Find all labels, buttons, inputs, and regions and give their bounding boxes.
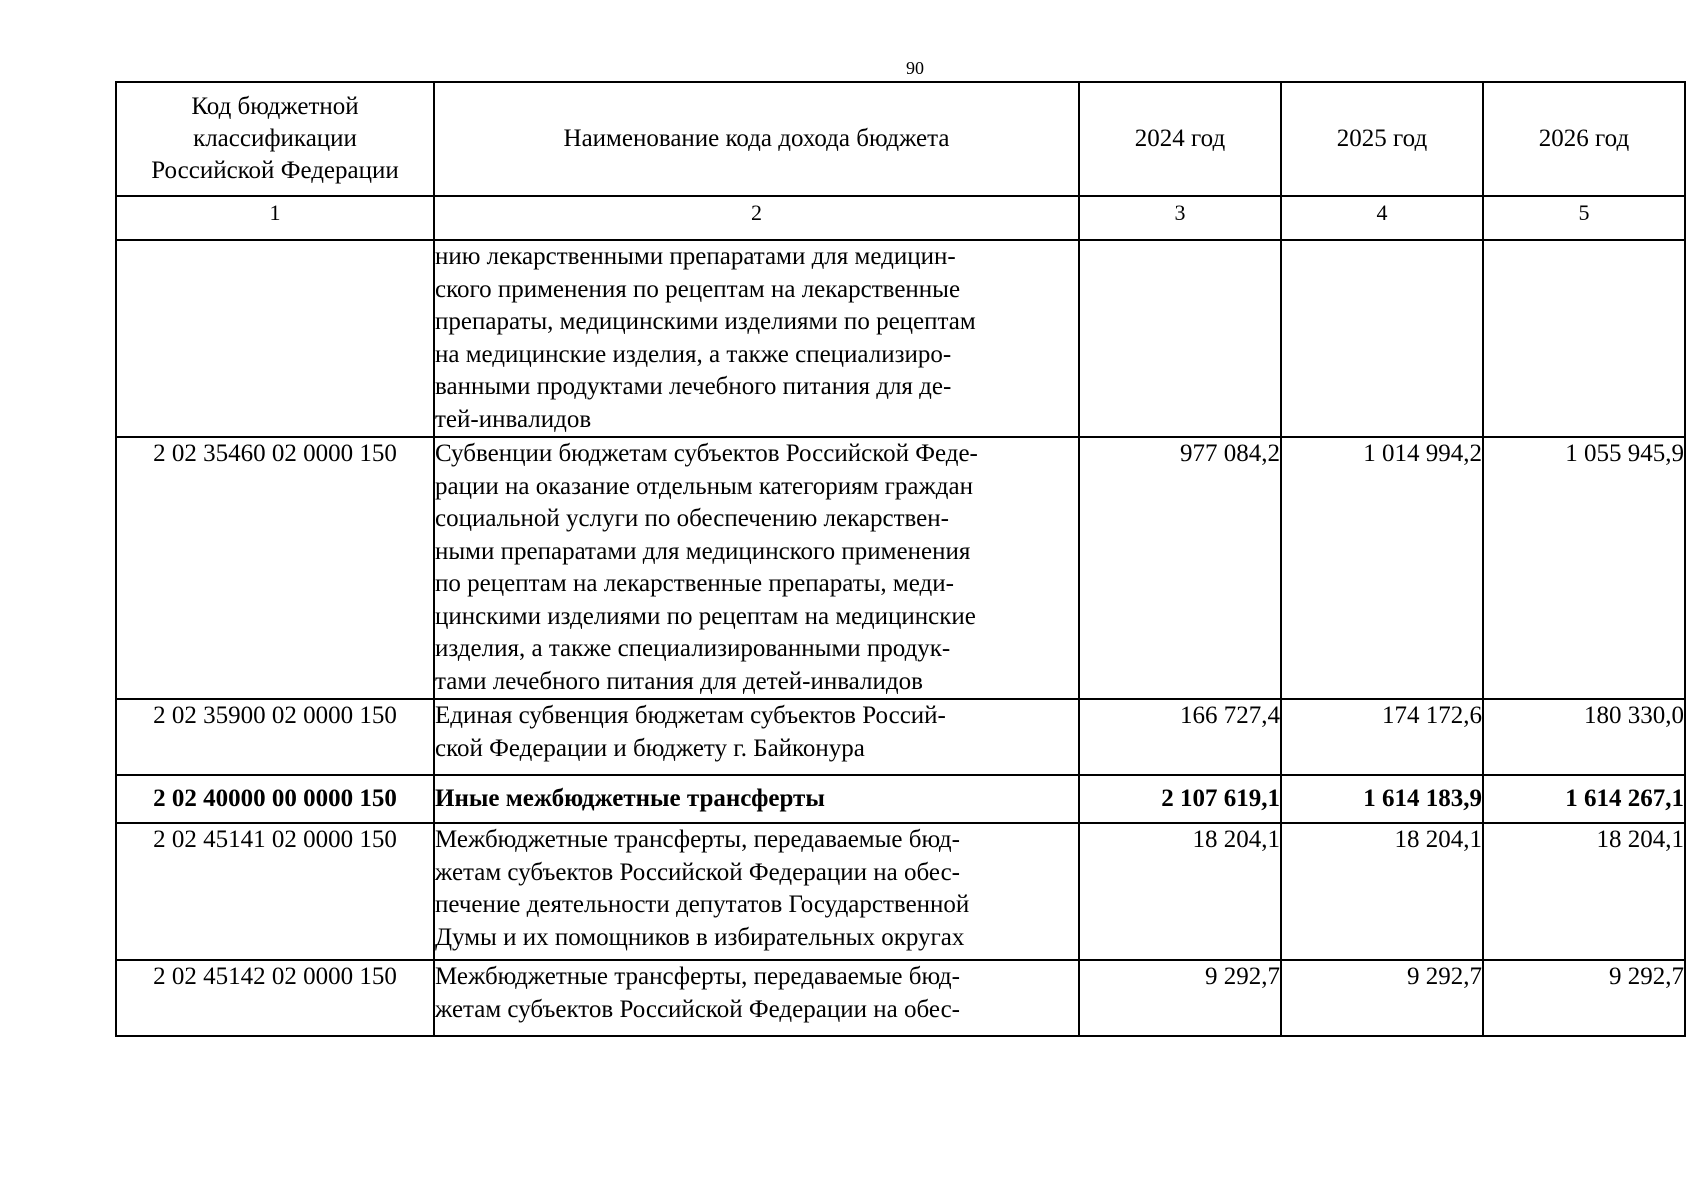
table-row bbox=[116, 240, 1685, 437]
column-number: 4 bbox=[1281, 196, 1483, 240]
row-value-2024: 2 107 619,1 bbox=[1079, 775, 1281, 823]
column-number: 3 bbox=[1079, 196, 1281, 240]
page-number: 90 bbox=[906, 58, 924, 78]
row-name-line: рации на оказание отдельным категориям граждан bbox=[435, 472, 973, 500]
row-value-2026: 1 055 945,9 bbox=[1483, 437, 1685, 699]
header-name: Наименование кода дохода бюджета bbox=[434, 82, 1079, 196]
table-row bbox=[116, 699, 1685, 775]
header-code-line-1: Код бюджетной bbox=[191, 93, 359, 120]
row-code: 2 02 40000 00 0000 150 bbox=[116, 775, 434, 823]
column-number: 2 bbox=[434, 196, 1079, 240]
header-year-2026: 2026 год bbox=[1483, 82, 1685, 196]
row-name-line: тей-инвалидов bbox=[435, 405, 592, 433]
row-name-line: жетам субъектов Российской Федерации на обес- bbox=[435, 995, 960, 1023]
row-name bbox=[434, 240, 1079, 437]
header-year-2024: 2024 год bbox=[1079, 82, 1281, 196]
row-name-line: ными препаратами для медицинского применения bbox=[435, 537, 971, 565]
row-code: 2 02 35460 02 0000 150 bbox=[116, 437, 434, 699]
table-row bbox=[116, 960, 1685, 1036]
row-value-2026: 18 204,1 bbox=[1483, 823, 1685, 960]
row-name-line: цинскими изделиями по рецептам на медицинские bbox=[435, 602, 976, 630]
row-name-line: Единая субвенция бюджетам субъектов Россий- bbox=[435, 702, 946, 729]
row-value-2025: 1 014 994,2 bbox=[1281, 437, 1483, 699]
row-value-2024: 977 084,2 bbox=[1079, 437, 1281, 699]
row-value-2026: 1 614 267,1 bbox=[1483, 775, 1685, 823]
table-row bbox=[116, 437, 1685, 699]
row-value-2026 bbox=[1483, 240, 1685, 437]
row-name-line: тами лечебного питания для детей-инвалидов bbox=[435, 667, 923, 695]
row-value-2024 bbox=[1079, 240, 1281, 437]
column-number: 5 bbox=[1483, 196, 1685, 240]
row-name bbox=[434, 699, 1079, 775]
row-name-line: ского применения по рецептам на лекарственные bbox=[435, 275, 961, 303]
row-name-line: Думы и их помощников в избирательных округах bbox=[435, 923, 965, 951]
row-name-line: печение деятельности депутатов Государственной bbox=[435, 891, 970, 918]
row-name bbox=[434, 960, 1079, 1036]
row-value-2025: 9 292,7 bbox=[1281, 960, 1483, 1036]
row-name-line: ванными продуктами лечебного питания для де- bbox=[435, 373, 952, 400]
header-code-line-2: классификации bbox=[193, 125, 357, 152]
row-name-line: нию лекарственными препаратами для медицин- bbox=[435, 243, 956, 270]
row-name-line: по рецептам на лекарственные препараты, меди- bbox=[435, 570, 954, 597]
table-row bbox=[116, 823, 1685, 960]
row-value-2024: 9 292,7 bbox=[1079, 960, 1281, 1036]
row-name-line: Субвенции бюджетам субъектов Российской Феде- bbox=[435, 440, 978, 467]
budget-revenue-table bbox=[115, 81, 1686, 1037]
row-name bbox=[434, 775, 1079, 823]
row-name bbox=[434, 823, 1079, 960]
row-code bbox=[116, 240, 434, 437]
row-value-2026: 180 330,0 bbox=[1483, 699, 1685, 775]
row-value-2024: 166 727,4 bbox=[1079, 699, 1281, 775]
column-number-row bbox=[116, 196, 1685, 240]
row-code: 2 02 45141 02 0000 150 bbox=[116, 823, 434, 960]
row-value-2025 bbox=[1281, 240, 1483, 437]
row-code: 2 02 45142 02 0000 150 bbox=[116, 960, 434, 1036]
row-name bbox=[434, 437, 1079, 699]
row-value-2025: 18 204,1 bbox=[1281, 823, 1483, 960]
row-name-line: жетам субъектов Российской Федерации на обес- bbox=[435, 858, 960, 886]
row-name-line: Межбюджетные трансферты, передаваемые бюд- bbox=[435, 826, 960, 853]
row-value-2024: 18 204,1 bbox=[1079, 823, 1281, 960]
header-code bbox=[116, 82, 434, 196]
row-name-line: Межбюджетные трансферты, передаваемые бюд- bbox=[435, 963, 960, 990]
row-name-line: препараты, медицинскими изделиями по рецептам bbox=[435, 308, 976, 335]
row-value-2025: 1 614 183,9 bbox=[1281, 775, 1483, 823]
row-value-2025: 174 172,6 bbox=[1281, 699, 1483, 775]
row-name-line: ской Федерации и бюджету г. Байконура bbox=[435, 734, 865, 762]
table-header-row bbox=[116, 82, 1685, 196]
table-row-total bbox=[116, 775, 1685, 823]
row-name-line: социальной услуги по обеспечению лекарствен- bbox=[435, 505, 949, 532]
row-name-line: изделия, а также специализированными продук- bbox=[435, 635, 951, 662]
row-name-line: Иные межбюджетные трансферты bbox=[435, 784, 825, 812]
row-code: 2 02 35900 02 0000 150 bbox=[116, 699, 434, 775]
header-year-2025: 2025 год bbox=[1281, 82, 1483, 196]
row-value-2026: 9 292,7 bbox=[1483, 960, 1685, 1036]
column-number: 1 bbox=[116, 196, 434, 240]
header-code-line-3: Российской Федерации bbox=[151, 157, 399, 184]
row-name-line: на медицинские изделия, а также специализиро- bbox=[435, 340, 952, 368]
